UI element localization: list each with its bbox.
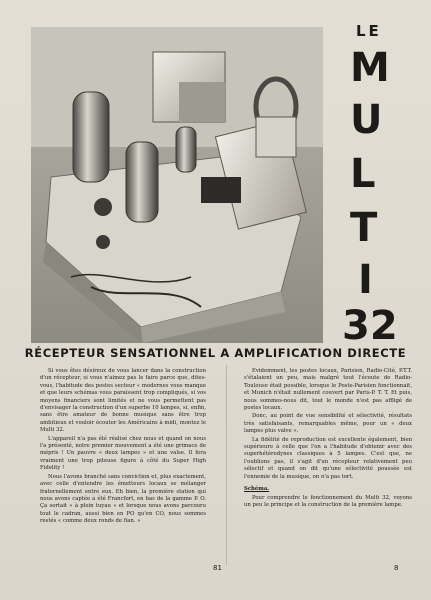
title-letter-i: I (358, 257, 373, 303)
title-letter-t: T (350, 205, 378, 251)
paragraph: Nous l'avons branché sans conviction et, plus exactement, avec celle d'entendre les émetteurs locaux se mélanger fraternellement entre eux. Eh bien, la première station qui nous avons captée a été Francfort, en bas de la gamme P. O. Ça sortait « à plein tuyau » et lorsque nous avons parcouru tout le cadran, aussi bien en PO qu'en CO, nous sommes restés « comme deux ronds de flan. » (40, 473, 206, 525)
paragraph: Pour comprendre le fonctionnement du Multi 32, voyons un peu le principe et la construction de la première lampe. (244, 494, 412, 508)
paragraph: Evidemment, les postes locaux, Parisien, Radio-Cité, P.T.T. s'étalaient un peu, mais malgré tout l'écoute de Radio-Toulouse était possible, lorsque le Poste-Parisien fonctionnait, et Munich n'était nullement couvert par Paris-P. T. T. Et puis, nous sommes-nous dit, tout le monde n'est pas affligé de postes locaux. (244, 368, 412, 412)
left-column (40, 368, 206, 527)
right-column (244, 368, 412, 510)
radio-chassis-photo (31, 27, 323, 343)
title-letter-u: U (350, 97, 383, 143)
paragraph: L'appareil n'a pas été réalisé chez nous et quand on nous l'a présenté, notre premier mouvement a été une grimace de mépris ! Un pauvre « deux lampes » et une valse. Il fera vraiment une trop piteuse figure à côté du Super High Fidelity ! (40, 435, 206, 472)
column-divider (226, 365, 227, 565)
title-number: 32 (342, 303, 398, 349)
section-heading: Schéma. (244, 486, 270, 493)
page-number-left: 81 (213, 564, 222, 572)
page-number-right: 8 (394, 564, 399, 572)
paragraph: Donc, au point de vue sensibilité et sélectivité, résultats très satisfaisants, remarquables même, pour un « deux lampes plus valve ». (244, 413, 412, 435)
title-prefix: LE (356, 22, 382, 40)
article-headline: RÉCEPTEUR SENSATIONNEL A AMPLIFICATION DIRECTE (24, 346, 407, 360)
paragraph: Si vous êtes désireux de vous lancer dans la construction d'un récepteur, si vous n'aimez pas le faire parce que, dites-vous, l'habitude des postes secteur « modernes vous manque et que leurs schémas vous paraissent trop compliqués, si vos moyens financiers sont limités et ne vous permettent pas d'envisager la construction d'un superbe 10 lampes, si, enfin, sans être amateur de bonne musique sans être trop ambitieux et vouloir écouter les Américains à midi, montez le Multi 32. (40, 368, 206, 434)
vertical-title (328, 22, 431, 348)
title-letter-m: M (350, 45, 390, 91)
paragraph: La fidélité de reproduction est excellente également, bien supérieure à celle que l'on a l'habitude d'obtenir avec des superhétérodynes classiques à 5 lampes. C'est que, ne l'oublions pas, il s'agit d'un récepteur relativement peu sélectif et quand on dit qu'une sélectivité poussée est l'ennemie de la musique, on n'a pas tort. (244, 436, 412, 480)
title-letter-l: L (350, 151, 376, 197)
